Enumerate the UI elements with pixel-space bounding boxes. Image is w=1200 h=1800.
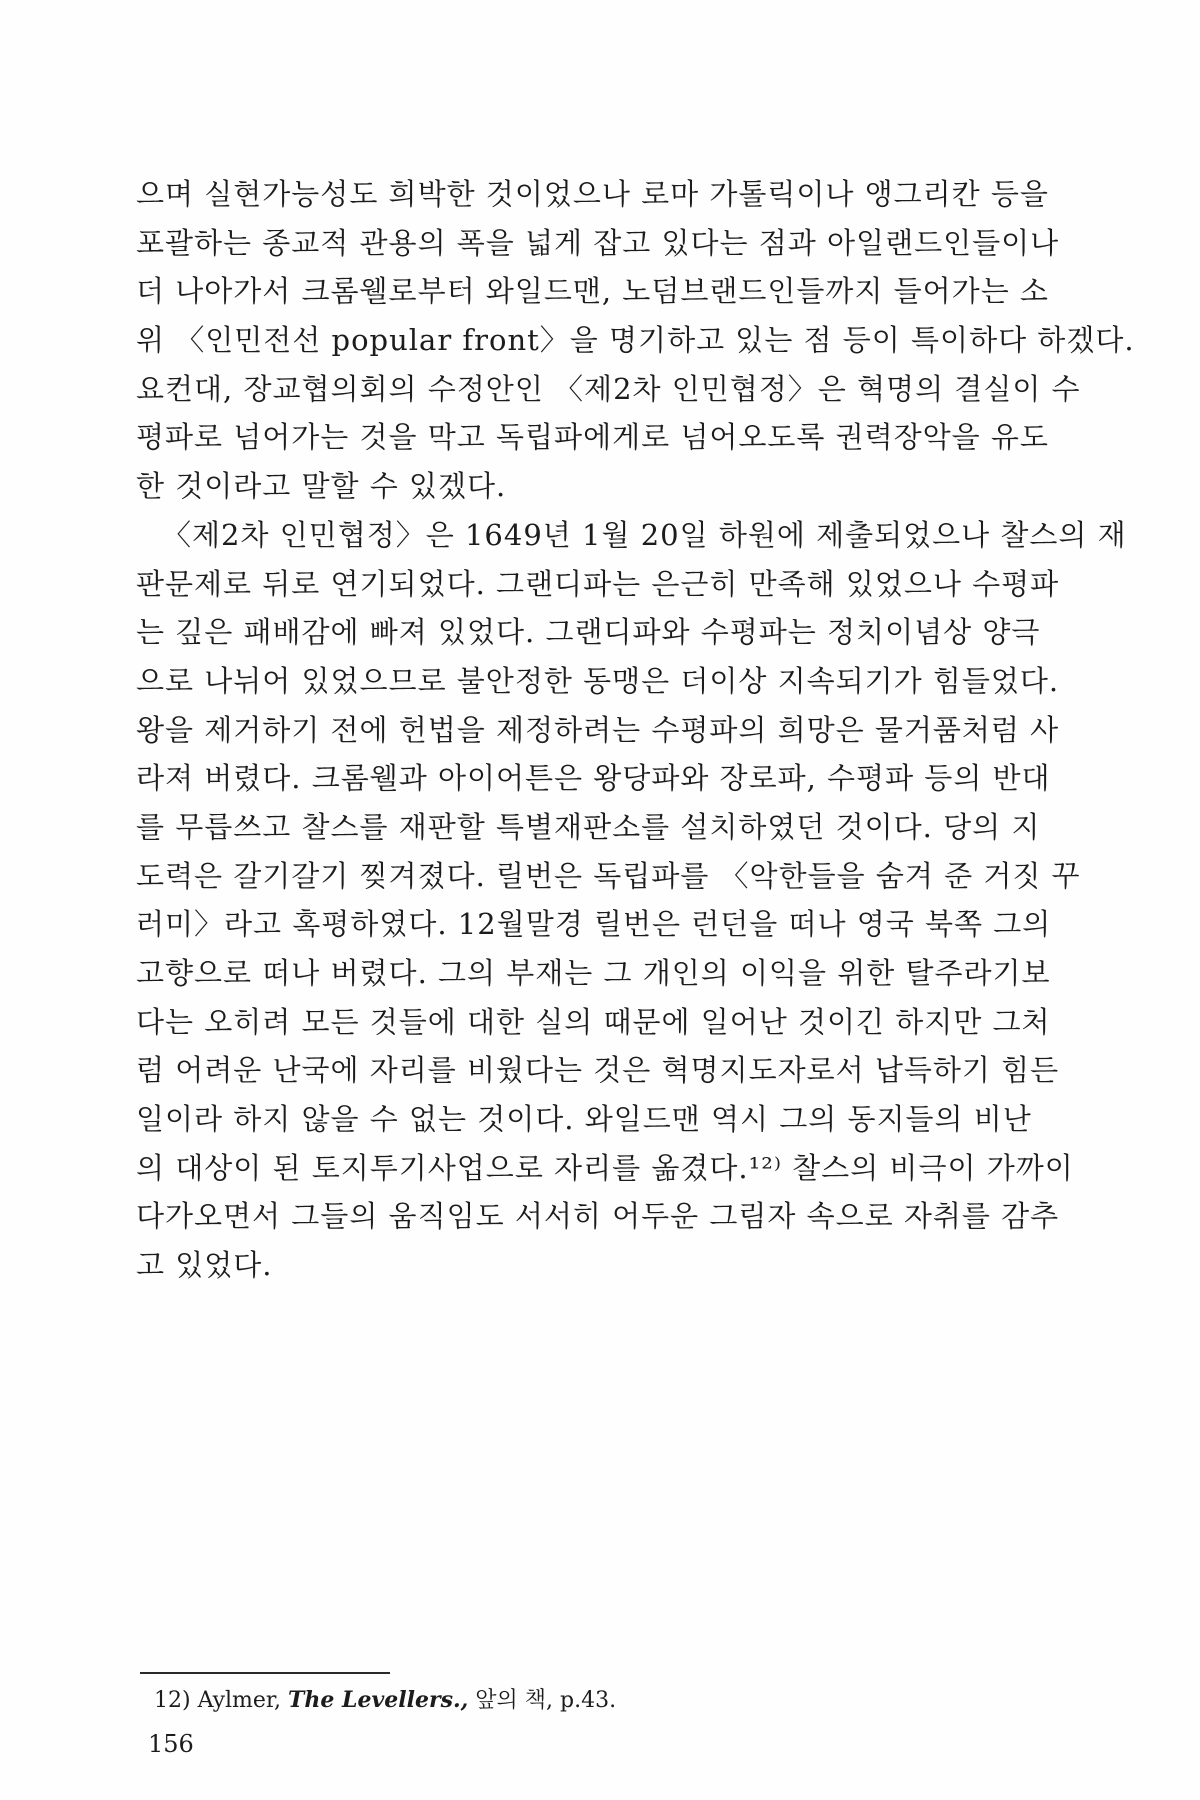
paragraph-1-line: 으며 실현가능성도 희박한 것이었으나 로마 가톨릭이나 앵그리칸 등을 xyxy=(136,177,1049,211)
paragraph-2-line: 고 있었다. xyxy=(136,1248,273,1283)
paragraph-2-line: 러미〉라고 혹평하였다. 12월말경 릴번은 런던을 떠나 영국 북쪽 그의 xyxy=(136,907,1052,942)
paragraph-2-line: 으로 나뉘어 있었으므로 불안정한 동맹은 더이상 지속되기가 힘들었다. xyxy=(136,663,1060,698)
paragraph-2-line: 라져 버렸다. 크롬웰과 아이어튼은 왕당파와 장로파, 수평파 등의 반대 xyxy=(136,761,1051,796)
paragraph-2-line: 를 무릅쓰고 찰스를 재판할 특별재판소를 설치하였던 것이다. 당의 지 xyxy=(136,809,1041,844)
paragraph-2-line: 의 대상이 된 토지투기사업으로 자리를 옮겼다.¹²⁾ 찰스의 비극이 가까이 xyxy=(136,1150,1074,1185)
paragraph-2-line: 고향으로 떠나 버렸다. 그의 부재는 그 개인의 이익을 위한 탈주라기보 xyxy=(136,956,1051,990)
footnote-author: Aylmer, xyxy=(197,1688,282,1713)
paragraph-2-line: 왕을 제거하기 전에 헌법을 제정하려는 수평파의 희망은 물거품처럼 사 xyxy=(136,712,1060,747)
paragraph-2-line: 다가오면서 그들의 움직임도 서서히 어두운 그림자 속으로 자취를 감추 xyxy=(136,1199,1060,1234)
footnote-reference: 앞의 책, p.43. xyxy=(475,1688,617,1713)
footnote-title: The Levellers., xyxy=(288,1687,469,1713)
paragraph-1-line: 위 〈인민전선 popular front〉을 명기하고 있는 점 등이 특이하다 하겠다. xyxy=(136,323,1135,358)
paragraph-1-line: 요컨대, 장교협의회의 수정안인 〈제2차 인민협정〉은 혁명의 결실이 수 xyxy=(136,371,1081,406)
paragraph-1-line: 포괄하는 종교적 관용의 폭을 넓게 잡고 있다는 점과 아일랜드인들이나 xyxy=(136,225,1060,260)
paragraph-1-line: 평파로 넘어가는 것을 막고 독립파에게로 넘어오도록 권력장악을 유도 xyxy=(136,420,1049,455)
footnote xyxy=(154,1686,616,1715)
paragraph-2-line: 는 깊은 패배감에 빠져 있었다. 그랜디파와 수평파는 정치이념상 양극 xyxy=(136,615,1041,650)
page-number: 156 xyxy=(148,1730,194,1758)
paragraph-2-line: 럼 어려운 난국에 자리를 비웠다는 것은 혁명지도자로서 납득하기 힘든 xyxy=(136,1053,1060,1088)
paragraph-2-line: 다는 오히려 모든 것들에 대한 실의 때문에 일어난 것이긴 하지만 그처 xyxy=(136,1004,1051,1039)
paragraph-2-line: 〈제2차 인민협정〉은 1649년 1월 20일 하원에 제출되었으나 찰스의 재 xyxy=(162,517,1127,552)
paragraph-1-line: 더 나아가서 크롬웰로부터 와일드맨, 노덤브랜드인들까지 들어가는 소 xyxy=(136,274,1049,309)
paragraph-2-line: 도력은 갈기갈기 찢겨졌다. 릴번은 독립파를 〈악한들을 숨겨 준 거짓 꾸 xyxy=(136,858,1081,893)
body-text xyxy=(136,170,1135,1290)
paragraph-2-line: 일이라 하지 않을 수 없는 것이다. 와일드맨 역시 그의 동지들의 비난 xyxy=(136,1102,1032,1137)
footnote-rule xyxy=(140,1672,390,1674)
paragraph-2-line: 판문제로 뒤로 연기되었다. 그랜디파는 은근히 만족해 있었으나 수평파 xyxy=(136,566,1060,601)
paragraph-1-line: 한 것이라고 말할 수 있겠다. xyxy=(136,469,507,504)
footnote-marker: 12) xyxy=(154,1688,191,1713)
